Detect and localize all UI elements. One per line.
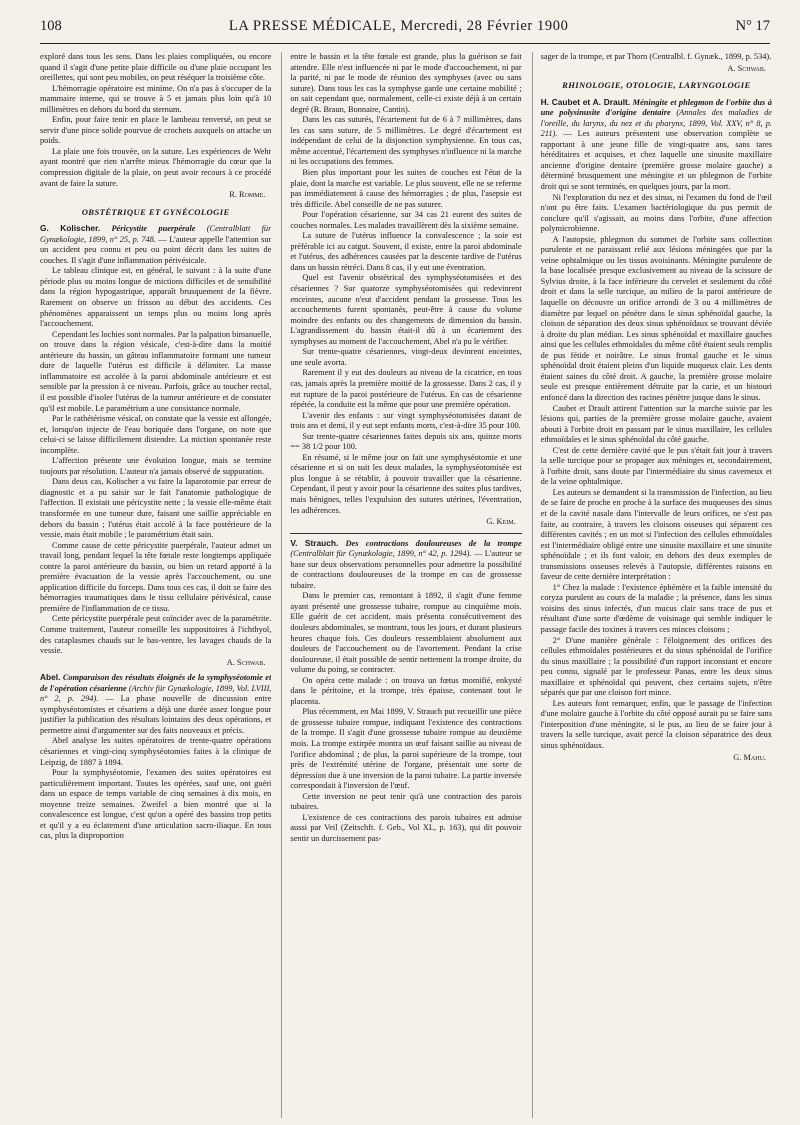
paragraph: Dans deux cas, Kolischer a vu faire la laparotomie par erreur de diagnostic et a pu saisir sur le fait l'anatomie pathologique de l'affection. Il existait une péricystite nette ; la vessie elle-même était transformée en une tumeur dure, faisant une saillie appréciable en dehors du bassin ; l'utérus était accolé à la face postérieure de la vessie, mais était mobile ; le paramétrium était sain. [40, 477, 272, 540]
article-intro: — La phase nouvelle de discussion entre symphyséotomistes et césariens a déjà une durée assez longue pour justifier la publication des résultats lointains des deux opérations, et permettre ainsi d'argumenter sur des faits nouveaux et précis. [40, 694, 272, 735]
article-heading [290, 538, 521, 592]
article-title: Péricystite puerpérale [111, 224, 196, 234]
paragraph: A l'autopsie, phlegmon du sommet de l'orbite sans collection purulente et ne paraissant relié aux lésions méningées que par la veine ophtalmique ou les tissus avoisinants. Méningite purulente de la base localisée presque exclusivement au niveau de la scissure de Sylvius droite, à la face inférieure du cervelet et seulement du côté droit et dans la selle turcique, au milieu de la paroi antérieure de laquelle on découvre un orifice arrondi de 3 ou 4 millimètres de diamètre par lequel on pénètre dans le sinus sphénoïdal gauche, la cloison de séparation des deux sinus sphénoïdaux se trouvant déviée à droite du plan médian. Les sinus sphénoïdal et maxillaire gauches ainsi que les cellules ethmoïdales du même côté étaient seuls remplis de pus fétide et noirâtre. Le sinus frontal gauche et le sinus sphénoïdal droit étaient pleins d'un liquide muqueux clair. Les dents étaient saines du côté droit. A gauche, la première grosse molaire seule est presque entièrement détruite par la carie, et un bistouri enfoncé dans la direction des racines pénètre jusque dans le sinus. [540, 234, 772, 402]
page-number: 108 [40, 18, 62, 34]
paragraph: Sur trente-quatre césariennes, vingt-deux devinrent enceintes, une seule avorta. [290, 347, 522, 367]
paragraph: C'est de cette dernière cavité que le pus s'était fait jour à travers la selle turcique pour se propager aux méninges et, secondairement, à l'orbite droit, sans doute par l'intermédiaire du sinus caverneux et de la veine ophtalmique. [540, 445, 772, 487]
signature: A. Schwab. [727, 63, 766, 73]
paragraph: Dans le premier cas, remontant à 1892, il s'agit d'une femme ayant présenté une grossesse tubaire, rompue au cinquième mois. Elle guérit de cet accident, mais présenta consécutivement des douleurs abdominales, se montrant, tous les jours, et durant plusieurs heures chaque fois. Ces douleurs ressemblaient absolument aux douleurs de l'accouchement ou de l'avortement. Pendant la crise douloureuse, il était possible de sentir nettement la trompe droite, du volume du poing, se contracter. [290, 591, 522, 675]
paragraph: entre le bassin et la tête fœtale est grande, plus la guérison se fait attendre. Elle n'est influencée ni par le mode d'accouchement, ni par la parité, ni par le mode de réunion des symphyses (avec ou sans suture). Dans tous les cas la symphyse garde une certaine mobilité ; on sait cependant que, normalement, celle-ci existe déjà à un certain degré (R. Braun, Bonnaire, Cantin). [290, 52, 522, 114]
paragraph: La suture de l'utérus influence la convalescence ; la soie est préférable ici au catgut. Souvent, il existe, entre la paroi abdominale et l'utérus, des adhérences causées par la descente tardive de l'utérus dans un bassin rétréci. Dans 8 cas, il y eut une éventration. [290, 231, 522, 272]
paragraph: Les auteurs se demandent si la transmission de l'infection, au lieu de se faire de proche en proche à la surface des muqueuses des sinus et de la cavité nasale dans l'intervalle de leurs orifices, ne s'est pas faite, au contraire, à travers les cloisons osseuses qui séparent ces différentes cavités ; en un mot si l'infection des cellules ethmoïdales est l'intermédiaire obligé entre une sinusite maxillaire et une sinusite sphénoïdale ; et ils font valoir, en dehors des deux exemples de transmissions osseuses relevés à l'autopsie, différentes raisons en faveur de cette dernière interprétation : [540, 487, 772, 582]
article-title: Comparaison des résultats éloignés de la symphyséotomie et de l'opération césarienne [40, 673, 272, 693]
paragraph: Pour la symphyséotomie, l'examen des suites opératoires est particulièrement important. Toutes les opérées, sauf une, ont guéri dans un espace de temps variable de cinq semaines à dix mois, en moyenne treize semaines. Zweifel a bien montré que si la convalescence est longue, c'est qu'on a opéré des bassins trop petits et qu'il y a eu éclatement d'une articulation sacro-iliaque. En tous cas, plus la disproportion [40, 768, 272, 841]
paragraph: Cette péricystite puerpérale peut coïncider avec de la paramétrite. Comme traitement, l'auteur conseille les suppositoires à l'ichthyol, des cataplasmes chauds sur le bas-ventre, les lavages chauds de la vessie. [40, 614, 272, 656]
paragraph: Caubet et Drault attirent l'attention sur la marche suivie par les lésions qui, parties de la première grosse molaire gauche, avaient abouti à l'orbite droit en passant par le sinus maxillaire, les cellules ethmoïdales et le sinus sphénoïdal du côté gauche. [540, 403, 772, 445]
signature: G. Mahu. [733, 752, 766, 762]
page-header [40, 18, 770, 44]
paragraph: L'avenir des enfants : sur vingt symphyséotomisées datant de trois ans et demi, il y eut sept enfants morts, c'est-à-dire 35 pour 100. [290, 410, 522, 431]
article-reference: (Archiv für Gynækologie, 1899, Vol. LVIII, n° 2, p. 294). [40, 683, 272, 704]
paragraph: sager de la trompe, et par Thorn (Centralbl. f. Gynæk., 1899, p. 534). [540, 52, 772, 61]
paragraph: 1° Chez la malade : l'existence éphémère et la faible intensité du coryza purulent au cours de la maladie ; la présence, dans les sinus voisins des sinus infectés, d'un mucus clair sans trace de pus et résultant d'une sorte d'œdème de voisinage qui semble indiquer le passage facile des toxines à travers ces minces cloisons ; [540, 582, 772, 634]
paragraph: En résumé, si le même jour on fait une symphyséotomie et une césarienne et si on suit les deux malades, la symphyséotomisée est plus longue à se rétablir, à pouvoir travailler que la césarienne. Cependant, il peut y avoir pour la césarienne des suites plus tardives, mais bénignes, telles l'expulsion des sutures utérines, l'éventration, les adhérences. [290, 452, 522, 515]
paragraph: L'affection présente une évolution longue, mais se termine toujours par résolution. L'auteur n'a jamais observé de suppuration. [40, 456, 272, 476]
paragraph: Pour l'opération césarienne, sur 34 cas 21 eurent des suites de couches normales. Les malades travaillèrent dès la sixième semaine. [290, 210, 522, 230]
column-3 [532, 52, 772, 1118]
paragraph: L'existence de ces contractions des parois tubaires est admise aussi par Veil (Zeitschft. f. Geb., Vol XL, p. 163), qui dit pouvoir sentir un durcissement pas- [290, 812, 522, 843]
signature: R. Romme. [229, 190, 266, 200]
issue-number: N° 17 [735, 18, 770, 34]
article-intro: — L'auteur se base sur deux observations personnelles pour admettre la possibilité de contractions douloureuses de la trompe en cas de grossesse tubaire. [290, 549, 522, 590]
paragraph: exploré dans tous les sens. Dans les plaies compliquées, ou encore quand il s'agit d'une petite plaie difficile ou d'une plaie occupant les oreillettes, qui sont peu mobiles, on peut réséquer la troisième côte. [40, 52, 272, 83]
paragraph: Ni l'exploration du nez et des sinus, ni l'examen du fond de l'œil n'ont pu être faits. L'examen bactériologique du pus permit de conclure qu'il s'agissait, au moins dans l'orbite, d'une affection polymicrobienne. [540, 192, 772, 234]
article-reference: (Centralblatt für Gynækologie, 1899, n° 42, p. 1294). [290, 549, 472, 559]
paragraph: Rarement il y eut des douleurs au niveau de la cicatrice, en tous cas, jamais après la première moitié de la grossesse. Dans 2 cas, il y eut rupture de la paroi postérieure de l'utérus. En cas de césarienne répétée, la conduite est la même que pour une première opération. [290, 368, 522, 410]
paragraph: Cette inversion ne peut tenir qu'à une contraction des parois tubaires. [290, 791, 522, 812]
article-reference: (Centralblatt für Gynækologie, 1899, n° 25, p. 748. [40, 224, 272, 244]
paragraph: Sur trente-quatre césariennes faites depuis six ans, quinze morts == 38 1/2 pour 100. [290, 431, 522, 452]
paragraph: Quel est l'avenir obstétrical des symphyséotomisées et des césariennes ? Sur quatorze symphyséotomisées qui redevinrent enceintes, aucune n'eut d'accident pendant la grossesse. Tous les accouchements furent spontanés, peut-être à cause du volume moindre des enfants ou des changements de dimension du bassin. L'agrandissement du bassin était-il dû à un écartement des symphyses au moment de l'accouchement, Abel n'a pu le vérifier. [290, 273, 522, 346]
section-heading: RHINOLOGIE, OTOLOGIE, LARYNGOLOGIE [562, 80, 751, 91]
journal-title: LA PRESSE MÉDICALE, Mercredi, 28 Février 1900 [228, 18, 569, 34]
article-reference: (Annales des maladies de l'oreille, du larynx, du nez et du pharynx, 1899, Vol. XXV, n° 8, p. 211). [540, 108, 772, 139]
article-intro: — Les auteurs présentent une observation complète se rapportant à une jeune fille de vingt-quatre ans, sans tares héréditaires et acquises, et chez laquelle une sinusite maxillaire ancienne d'origine dentaire (première grosse molaire gauche) a déterminé brusquement une méningite et un phlegmon de l'orbite droit qui se sont terminés, en quelques jours, par la mort. [540, 129, 772, 192]
paragraph: Les auteurs font remarquer, enfin, que le passage de l'infection d'une molaire gauche à l'orbite du côté opposé aurait pu se faire sans l'interposition d'une méningite, si le pus, au lieu de se faire jour à travers la selle turcique, avait percé la cloison séparatrice des deux sinus sphénoïdaux. [540, 698, 772, 750]
article-heading [541, 97, 772, 193]
paragraph: Comme cause de cette péricystite puerpérale, l'auteur admet un travail long, pendant lequel la tête fœtale reste longtemps appliquée contre la paroi antérieure du bassin, ou bien un retard apporté à la première évacuation de la vessie après l'accouchement, ou une application difficile du forceps. Dans tous ces cas, il doit se faire des hémorragies traumatiques dans le tissu cellulaire périvésical, cause première de l'inflammation de ce tissu. [40, 540, 272, 613]
signature: G. Keim. [486, 517, 516, 527]
paragraph: On opéra cette malade : on trouva un fœtus momifié, enkysté dans le péritoine, et la trompe, très épaisse, contenant tout le placenta. [290, 675, 522, 706]
article-author: Abel. [40, 672, 61, 683]
paragraph: Plus récemment, en Mai 1899, V. Strauch put recueillir une pièce de grossesse tubaire rompue, indiquant l'existence des contractions de la trompe. Il s'agit d'une grossesse tubaire rompue au deuxième mois. La trompe extirpée montra un œuf faisant saillie au niveau de l'orifice abdominal ; de plus, la paroi supérieure de la trompe, tout près de l'extrémité utérine de l'organe, présentait une sorte de dépression due à une inversion de la paroi tubaire. La partie inversée correspondait à l'inversion de l'œuf. [290, 707, 522, 791]
article-title: Des contractions douloureuses de la trompe [345, 538, 522, 548]
paragraph: Par le cathétérisme vésical, on constate que la vessie est allongée, et, lorsqu'on injecte de l'eau boriquée dans l'organe, on note que celui-ci se laisse difficilement distendre. La miction spontanée reste incomplète. [40, 414, 272, 455]
paragraph: La plaie une fois trouvée, on la suture. Les expériences de Wehr ayant montré que rien n'arrête mieux l'hémorragie du cœur que la compression digitale de la plaie, on peut avoir recours à ce procédé avant de faire la suture. [40, 146, 272, 188]
article-author: V. Strauch. [290, 537, 339, 548]
text-columns [40, 52, 772, 1118]
article-heading [40, 223, 271, 266]
section-heading: OBSTÉTRIQUE ET GYNÉCOLOGIE [81, 206, 230, 217]
paragraph: Bien plus important pour les suites de couches est l'état de la plaie, dont la marche est variable. Le plus souvent, elle ne se referme pas immédiatement à cause des hémorragies ; de plus, l'asepsie est très difficile. Abel conseille de ne pas suturer. [290, 168, 522, 209]
article-title: Méningite et phlegmon de l'orbite dus à une polysinusite d'origine dentaire [540, 97, 772, 118]
divider [290, 533, 521, 534]
column-1 [40, 52, 271, 1118]
paragraph: Cependant les lochies sont normales. Par la palpation bimanuelle, on trouve dans la région vésicale, c'est-à-dire dans la moitié antérieure du bassin, un gâteau inflammatoire formant une tumeur dure de laquelle l'utérus est difficile à délimiter. La masse inflammatoire est accolée à la paroi abdominale antérieure et est sensible par la pression à ce niveau. Parfois, grâce au toucher rectal, il est possible d'isoler l'utérus de la tumeur antérieure et de constater qu'il est mobile. Le paramétrium a une consistance normale. [40, 329, 272, 413]
paragraph: Enfin, pour faire tenir en place le lambeau renversé, on peut se servir d'une pince solide pourvue de crochets auxquels on attache un poids. [40, 115, 272, 146]
column-2 [281, 52, 521, 1118]
signature: A. Schwab. [226, 657, 266, 667]
paragraph: Dans les cas suturés, l'écartement fut de 6 à 7 millimètres, dans les cas sans suture, de 5 millimètres. Le degré d'écartement est indépendant de celui de la disjonction symphysienne. En tous cas, même accentué, l'écartement des symphyses n'influence ni la marche ni les occupations des femmes. [290, 115, 522, 167]
article-author: G. Kolischer. [40, 223, 101, 234]
article-intro: — L'auteur appelle l'attention sur un accident peu connu et peu ou point décrit dans les suites de couches. Il s'agit d'une inflammation périvésicale. [40, 234, 272, 265]
paragraph: Le tableau clinique est, en général, le suivant : à la suite d'une période plus ou moins longue de mictions difficiles et de sensibilité dans la région hypogastrique, apparaît brusquement de la fièvre. Rarement on observe un frisson au début des accidents. Ces phénomènes apparaissent un temps plus ou moins long après l'accouchement. [40, 266, 272, 329]
article-heading [40, 672, 271, 736]
paragraph: L'hémorragie opératoire est minime. On n'a pas à s'occuper de la mammaire interne, qui se trouve à 5 et jamais plus loin qu'à 10 millimètres en dehors du bord du sternum. [40, 83, 272, 114]
paragraph: Abel analyse les suites opératoires de trente-quatre opérations césariennes et vingt-cinq symphyséotomies faites à la clinique de Leipzig, de 1887 à 1894. [40, 736, 272, 767]
article-author: H. Caubet et A. Drault. [540, 96, 631, 107]
paragraph: 2° D'une manière générale : l'éloignement des orifices des cellules ethmoïdales postérieures et du sinus sphénoïdal de l'orifice du sinus maxillaire ; la possibilité d'un rapport inconstant et encore peu connu, signalé par le professeur Panas, entre les deux sinus maxillaire et sphénoïdal qui peuvent, chez certains sujets, n'être séparés que par une cloison fort mince. [540, 635, 772, 698]
